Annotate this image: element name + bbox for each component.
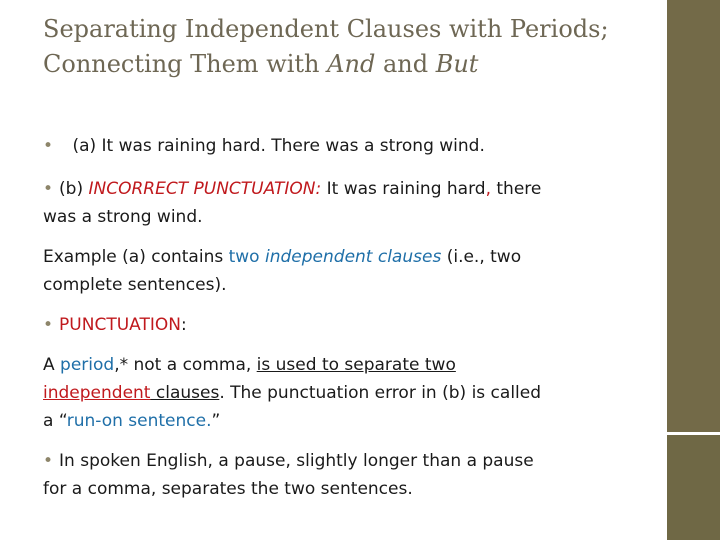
bullet-icon: • bbox=[43, 179, 54, 199]
punctuation-label: PUNCTUATION bbox=[59, 315, 181, 335]
underlined-clauses: clauses bbox=[150, 383, 220, 403]
example-line-2: complete sentences). bbox=[43, 275, 227, 295]
title-line-1: Separating Independent Clauses with Periods; bbox=[43, 15, 609, 43]
rule-line-2 bbox=[43, 379, 653, 407]
highlight-two: two bbox=[228, 247, 260, 267]
highlight-period: period bbox=[60, 355, 115, 375]
rule-text: ” bbox=[211, 411, 221, 431]
bullet-icon: • bbox=[43, 451, 54, 471]
title-line-2 bbox=[43, 47, 653, 82]
rule-text: a “ bbox=[43, 411, 67, 431]
highlight-run-on: run-on sentence. bbox=[66, 411, 212, 431]
spoken-line-1 bbox=[43, 447, 653, 475]
punctuation-colon: : bbox=[180, 315, 187, 335]
example-line-1 bbox=[43, 243, 653, 271]
title-and-italic: And bbox=[327, 50, 376, 78]
bullet-icon: • bbox=[43, 315, 54, 335]
title-text: and bbox=[375, 50, 436, 78]
title-but-italic: But bbox=[435, 50, 479, 78]
rule-text: ,* not a comma, bbox=[114, 355, 257, 375]
bullet-a-text: (a) It was raining hard. There was a strong wind. bbox=[72, 136, 485, 156]
sidebar-bottom bbox=[667, 435, 720, 540]
bullet-b-text: there bbox=[490, 179, 542, 199]
bullet-icon: • bbox=[43, 136, 54, 156]
bullet-b-line-1 bbox=[43, 175, 653, 203]
decorative-sidebar bbox=[667, 0, 720, 540]
error-comma: , bbox=[485, 179, 491, 199]
rule-text: A bbox=[43, 355, 61, 375]
punctuation-heading bbox=[43, 311, 653, 339]
underlined-is-used: is used to separate two bbox=[256, 355, 456, 375]
sidebar-top bbox=[667, 0, 720, 432]
highlight-independent: independent bbox=[43, 383, 151, 403]
example-text: (i.e., two bbox=[441, 247, 522, 267]
bullet-b-text: It was raining hard bbox=[321, 179, 486, 199]
rule-text: . The punctuation error in (b) is called bbox=[219, 383, 542, 403]
slide-body bbox=[43, 132, 653, 503]
spoken-line-2: for a comma, separates the two sentences. bbox=[43, 479, 413, 499]
bullet-b-label: (b) bbox=[59, 179, 89, 199]
slide-title bbox=[43, 12, 653, 82]
spoken-text: In spoken English, a pause, slightly longer than a pause bbox=[59, 451, 534, 471]
bullet-a bbox=[43, 132, 653, 160]
rule-line-1 bbox=[43, 351, 653, 379]
highlight-independent-clauses: independent clauses bbox=[265, 247, 442, 267]
title-text: Connecting Them with bbox=[43, 50, 328, 78]
bullet-b-line-2: was a strong wind. bbox=[43, 207, 203, 227]
example-text: Example (a) contains bbox=[43, 247, 229, 267]
incorrect-punctuation-label: INCORRECT PUNCTUATION: bbox=[88, 179, 322, 199]
rule-line-3 bbox=[43, 407, 653, 435]
